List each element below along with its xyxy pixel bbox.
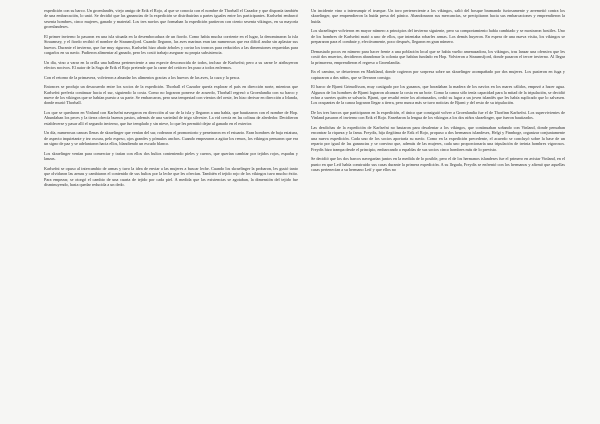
paragraph: El primer invierno lo pasaron en una isla situada en la desembocadura de un fiordo. Como había mucha corriente en el lugar, la denominaron la isla Straumsey, y el fiordo recibió el nombre de Straumsfjord. Cuando llegaron, las aves marinas eran tan numerosas que era difícil andar sin aplastar sus huevos. Durante el invierno, que fue muy riguroso, Karlsefni hizo abatir árboles y cortar los troncos para reducirlos a las dimensiones requeridas para cargarlos en su navío. Pudieron alimentar al ganado, pero les costó trabajo asegurar su propia subsistencia. [44, 33, 298, 56]
paragraph: Entonces se produjo un desacuerdo entre los socios de la expedición. Thorhall el Cazador quería explorar el país en dirección norte, mientras que Karlsefni prefería continuar hacia el sur, siguiendo la costa. Como no lograron ponerse de acuerdo, Thorhall regresó a Groenlandia con su barco y nueve de los vikingos que se habían puesto a su parte. Se embarcaron, pero una tempestad con vientos del oeste, les hizo derivar en dirección a Irlanda, donde murió Thorhall. [44, 84, 298, 106]
right-text-column [311, 8, 565, 177]
paragraph: expedición con su barco. Un groenlandés, viejo amigo de Erik el Rojo, al que se conocía con el nombre de Thorhall el Cazador y que disponía también de una embarcación, lo unió. Se decidió que las ganancias de la expedición se distribuirían a partes iguales entre los participantes. Karlsefni embarcó sesenta hombres, cinco mujeres, ganado y material. Los tres navíos que formaban la expedición partieron con ciento sesenta vikingos, en su mayoría groenlandeses. [44, 8, 298, 30]
paragraph: Un día, numerosas canoas llenas de skraelinger que venían del sur, rodearon el promontorio y penetraron en el estuario. Eran hombres de baja estatura, de aspecto inquietante y tez oscura, pelo espeso, ojos grandes y pómulos anchos. Cuando empezaron a agitar los remos, los vikingos pensaron que era un signo de paz y se adelantaron hacia ellos, blandiendo un escudo blanco. [44, 130, 298, 147]
paragraph: En el camino, se detuvieron en Markland, donde cogieron por sorpresa sobre un skraelinger acompañado por dos mujeres. Los pusieron en fuga y capturaron a dos niños, que se llevaron consigo. [311, 69, 565, 80]
paragraph: Los skraelinger venían para comerciar y traían con ellos dos bultos conteniendo pieles y cueros, que querían cambiar por tejidos rojos, espadas y lanzas. [44, 150, 298, 162]
paragraph: De los tres barcos que participaron en la expedición, el único que consiguió volver a Groenlandia fue el de Thorfinn Karlsefni. Los supervivientes de Vinland pasaron el invierno con Erik el Rojo. Enseñaron la lengua de los vikingos a los dos niños skraelinger, que fueron bautizados. [311, 110, 565, 121]
paragraph: Demasiado pocos en número para hacer frente a una población local que se había vuelto amenazadora, los vikingos, tras lanzar una ofensiva que les costó dos muertos, decidieron abandonar la colonia que habían fundado en Hop. Volvieron a Straumsfjord, donde pasaron el tercer invierno. Al llegar la primavera, emprendieron el regreso a Groenlandia. [311, 48, 565, 65]
paragraph: Un día, vino a varar en la orilla una ballena perteneciente a una especie desconocida de todos, incluso de Karlsefni; pero a su carne le atribuyeron efectos nocivos. El autor de la Saga de Erik el Rojo pretende que la carne del cetáceo les puso a todos enfermos. [44, 59, 298, 71]
left-text-column [44, 8, 298, 192]
paragraph: Se decidió que los dos barcos navegarían juntos en la medida de lo posible, pero el de los hermanos islandeses fue el primero en avistar Vinland, en el punto en que Leif había construido sus casas durante la primera expedición. A su llegada, Freydis se enfrentó con los hermanos y afirmó que aquellas casas pertenecían a su hermano Leif y que ellos no [311, 156, 565, 173]
paragraph: El barco de Bjarni Grimolfsson, muy castigado por los gusanos, que horadaban la madera de los navíos en los mares cálidos, empezó a hacer agua. Algunos de los hombres de Bjarni lograron alcanzar la costa en un bote. Como la canoa sólo tenía capacidad para la mitad de la tripulación, se decidió echar a suertes quién se salvaría. Bjarni, que resultó entre los afortunados, cedió su lugar a un joven islandés que les había suplicado que lo salvasen. Los ocupantes de la canoa lograron llegar a tierra, pero nunca más se tuvo noticias de Bjarni y del resto de su tripulación. [311, 84, 565, 106]
paragraph: Las desdichas de la expedición de Karlsefni no bastaron para desalentar a los vikingos, que continuaban soñando con Vinland, donde pensaban encontrar la riqueza y la fama. Freydis, hija ilegítima de Erik el Rojo, propuso a dos hermanos islandeses, Helgi y Finnboge, organizar conjuntamente una nueva expedición. Cada uno de los socios aportaría su navío. Como en la expedición precedente, el acuerdo se concluyó sobre la base de un reparto por igual de las ganancias y se convino que, además de las mujeres, cada uno proporcionaría una tripulación de treinta hombres vigorosos. Freydis hizo trampa desde el principio, embarcando a espaldas de sus socios cinco hombres más de lo previsto. [311, 125, 565, 152]
paragraph: Karlsefni se opuso al intercambio de armas y tuvo la idea de enviar a las mujeres a buscar leche. Cuando los skraelinger la probaron, les gustó tanto que olvidaron las armas y cambiaron el contenido de sus bultos por la leche que les ofrecían. También el tejido rojo de los vikingos tuvo mucho éxito. Para empezar, se otorgó el cambio de una cuarta de tejido por cada piel. A medida que las existencias se agotaban, la dimensión del tejido fue disminuyendo, hasta quedar reducida a un dedo. [44, 165, 298, 188]
paragraph: Con el retorno de la primavera, volvieron a abundar los alimentos gracias a los huevos de las aves, la caza y la pesca. [44, 74, 241, 80]
paragraph: Los skraelinger volvieron en mayor número a principios del invierno siguiente, pero su comportamiento había cambiado y se mostraron hostiles. Uno de los hombres de Karlsefni mató a uno de ellos, que intentaba robarles armas. Los demás huyeron. En espera de una nueva visita, los vikingos se prepararon para el combate y, efectivamente, poco después, llegaron en gran número. [311, 28, 565, 45]
paragraph: Los que se quedaron en Vinland con Karlsefni navegaron en dirección al sur de la isla y llegaron a una bahía, que bautizaron con el nombre de Hop. Abundaban los peces y la tierra ofrecía buenos pastos, además de una variedad de trigo silvestre. La vid crecía en las colinas de alrededor. Decidieron establecerse y pasar allí el segundo invierno, que fue templado y sin nieve, lo que les permitió dejar al ganado en el exterior. [44, 110, 298, 126]
paragraph: Un incidente vino a interrumpir el trueque. Un toro perteneciente a los vikingos, salió del bosque bramando furiosamente y arremetió contra los skraelinger, que emprendieron la huida presa del pánico. Abandonaron sus mercancías, se precipitaron hacia sus embarcaciones y emprendieron la huida. [311, 8, 565, 24]
